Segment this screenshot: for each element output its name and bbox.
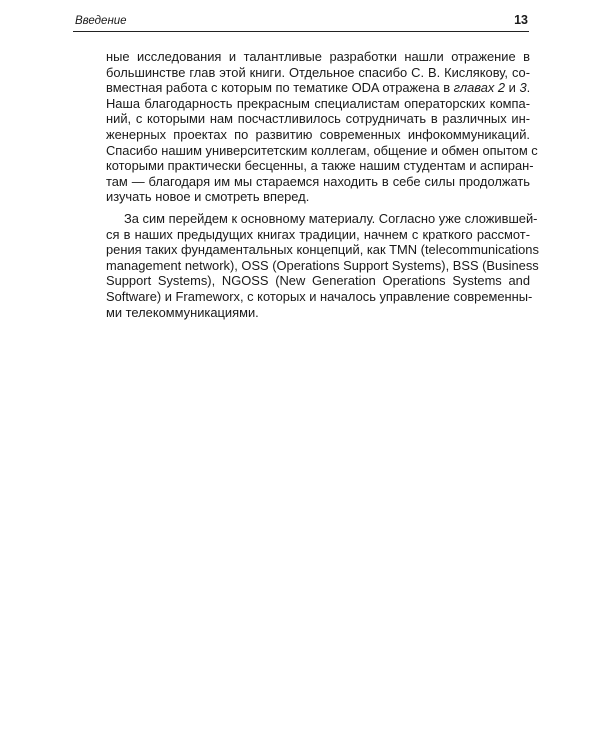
- page-number: 13: [514, 13, 528, 27]
- text-line: ся в наших предыдущих книгах традиции, начнем с краткого рассмот-: [106, 226, 530, 242]
- text-line: [106, 210, 538, 227]
- text-line: изучать новое и смотреть вперед.: [106, 189, 310, 205]
- emphasis-chapters: главах 2: [453, 80, 506, 96]
- text-line: Software) и Frameworx, с которых и началось управление современны-: [106, 288, 533, 304]
- paragraph-introduction: [106, 210, 539, 320]
- text-line-part: и: [505, 80, 520, 96]
- text-line-part: За сим перейдем к основному материалу. Согласно уже сложившей-: [124, 210, 538, 226]
- text-line: ные исследования и талантливые разработки нашли отражение в: [106, 49, 530, 64]
- text-line: [106, 80, 530, 96]
- text-line: ми телекоммуникациями.: [106, 304, 259, 320]
- text-line-part: .: [526, 80, 531, 96]
- text-line: Support Systems), NGOSS (New Generation Operations Systems and: [106, 273, 530, 289]
- paragraph-acknowledgements: [106, 49, 538, 205]
- body-text: [106, 49, 539, 320]
- text-line: которыми практически бесценны, а также нашим студентам и аспиран-: [106, 158, 534, 174]
- chapter-title: Введение: [75, 15, 127, 27]
- text-line: там — благодаря им мы стараемся находить в себе силы продолжать: [106, 173, 530, 189]
- text-line: большинстве глав этой книги. Отдельное спасибо С. В. Кислякову, со-: [106, 64, 530, 80]
- text-line-part: вместная работа с которым по тематике ODA отражена в: [106, 80, 454, 96]
- text-line: management network), OSS (Operations Support Systems), BSS (Business: [106, 257, 539, 273]
- emphasis-chapter-3: 3: [519, 80, 527, 96]
- running-header: [73, 13, 529, 32]
- text-line: ний, с которыми нам посчастливилось сотрудничать в различных ин-: [106, 111, 530, 127]
- text-line: Спасибо нашим университетским коллегам, общение и обмен опытом с: [106, 142, 538, 158]
- text-line: рения таких фундаментальных концепций, как TMN (telecommunications: [106, 242, 539, 258]
- text-line: Наша благодарность прекрасным специалистам операторских компа-: [106, 95, 530, 111]
- text-line: женерных проектах по развитию современных инфокоммуникаций.: [106, 126, 530, 142]
